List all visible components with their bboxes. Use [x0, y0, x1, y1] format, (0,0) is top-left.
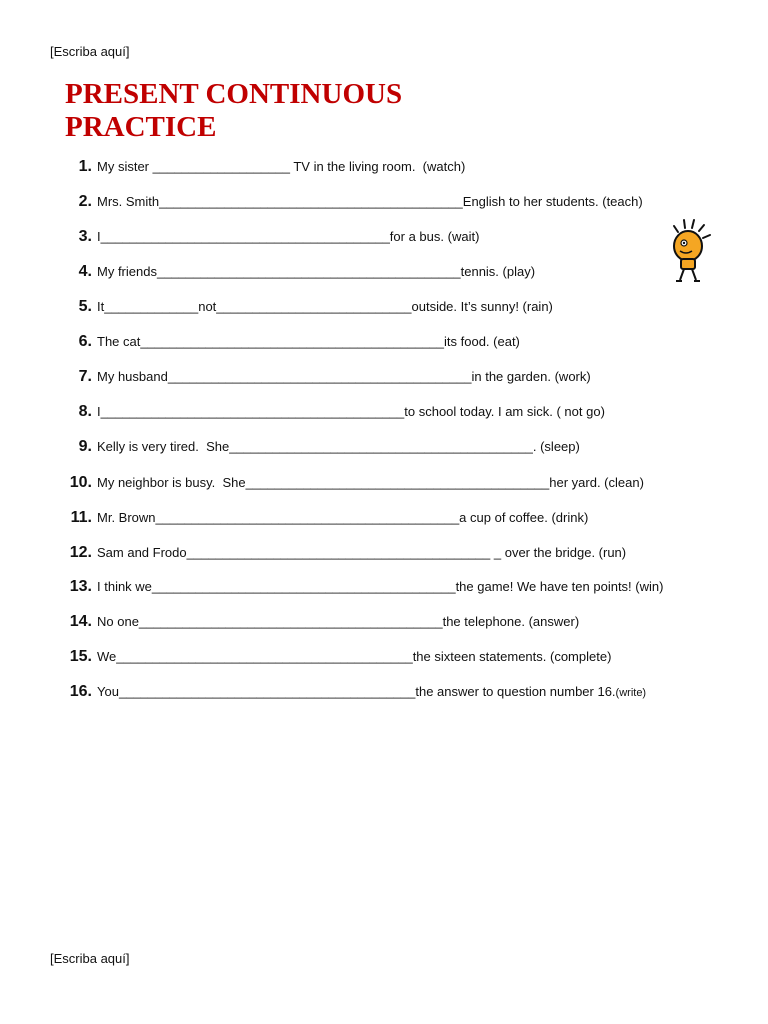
exercise-item: [60, 474, 644, 498]
exercise-hint: (write): [615, 687, 647, 699]
exercise-item: [60, 544, 626, 568]
exercise-item: [60, 333, 520, 357]
exercise-item: [60, 193, 643, 217]
exercise-number: 4.: [78, 263, 92, 280]
title-line-1: PRESENT CONTINUOUS: [65, 78, 403, 110]
exercise-sentence: We_________________________________________the sixteen statements. (complete): [97, 649, 612, 664]
exercise-sentence: I think we__________________________________________the game! We have ten points! (win): [97, 579, 664, 594]
exercise-number: 16.: [69, 683, 92, 700]
title-line-2: PRACTICE: [65, 111, 217, 143]
exercise-item: [60, 298, 553, 322]
page-title: [65, 78, 485, 144]
exercise-item: [60, 403, 605, 427]
exercise-number: 13.: [69, 578, 92, 595]
exercise-sentence: My husband__________________________________________in the garden. (work): [97, 369, 591, 384]
exercise-number: 2.: [78, 193, 92, 210]
exercise-sentence: No one__________________________________________the telephone. (answer): [97, 614, 580, 629]
exercise-sentence: Mr. Brown__________________________________________a cup of coffee. (drink): [97, 510, 589, 525]
page-footer: [Escriba aquí]: [50, 951, 130, 966]
exercise-number: 3.: [78, 228, 92, 245]
exercise-item: [60, 368, 591, 392]
exercise-sentence: I________________________________________for a bus. (wait): [97, 229, 480, 244]
exercise-sentence: Mrs. Smith__________________________________________English to her students. (teach): [97, 194, 643, 209]
exercise-item: [60, 158, 465, 182]
exercise-sentence: You_________________________________________the answer to question number 16.: [97, 684, 616, 699]
exercise-item: [60, 438, 580, 462]
exercise-sentence: My neighbor is busy. She__________________________________________her yard. (clean): [97, 475, 644, 490]
exercise-number: 8.: [78, 403, 92, 420]
exercise-sentence: My friends__________________________________________tennis. (play): [97, 264, 536, 279]
exercise-number: 5.: [78, 298, 92, 315]
exercise-number: 1.: [78, 158, 92, 175]
exercise-number: 12.: [69, 544, 92, 561]
exercise-sentence: Sam and Frodo__________________________________________ _ over the bridge. (run): [97, 545, 627, 560]
exercise-sentence: My sister ___________________ TV in the living room. (watch): [97, 159, 466, 174]
exercise-number: 7.: [78, 368, 92, 385]
exercise-item: [60, 683, 646, 707]
exercise-number: 11.: [70, 509, 92, 526]
exercise-number: 15.: [69, 648, 92, 665]
exercise-item: [60, 509, 588, 533]
exercise-item: [60, 263, 535, 287]
exercise-sentence: It_____________not___________________________outside. It’s sunny! (rain): [97, 299, 553, 314]
exercise-number: 9.: [78, 438, 92, 455]
page-header: [Escriba aquí]: [50, 44, 130, 59]
exercise-number: 10.: [69, 474, 92, 491]
exercise-item: [60, 613, 579, 637]
exercise-sentence: Kelly is very tired. She__________________________________________. (sleep): [97, 439, 580, 454]
exercise-number: 14.: [69, 613, 92, 630]
exercise-item: [60, 228, 479, 252]
lightbulb-icon: [664, 216, 714, 286]
exercise-sentence: I__________________________________________to school today. I am sick. ( not go): [97, 404, 605, 419]
exercise-item: [60, 648, 611, 672]
exercise-item: [60, 578, 663, 602]
exercise-number: 6.: [78, 333, 92, 350]
exercise-sentence: The cat__________________________________________its food. (eat): [97, 334, 520, 349]
